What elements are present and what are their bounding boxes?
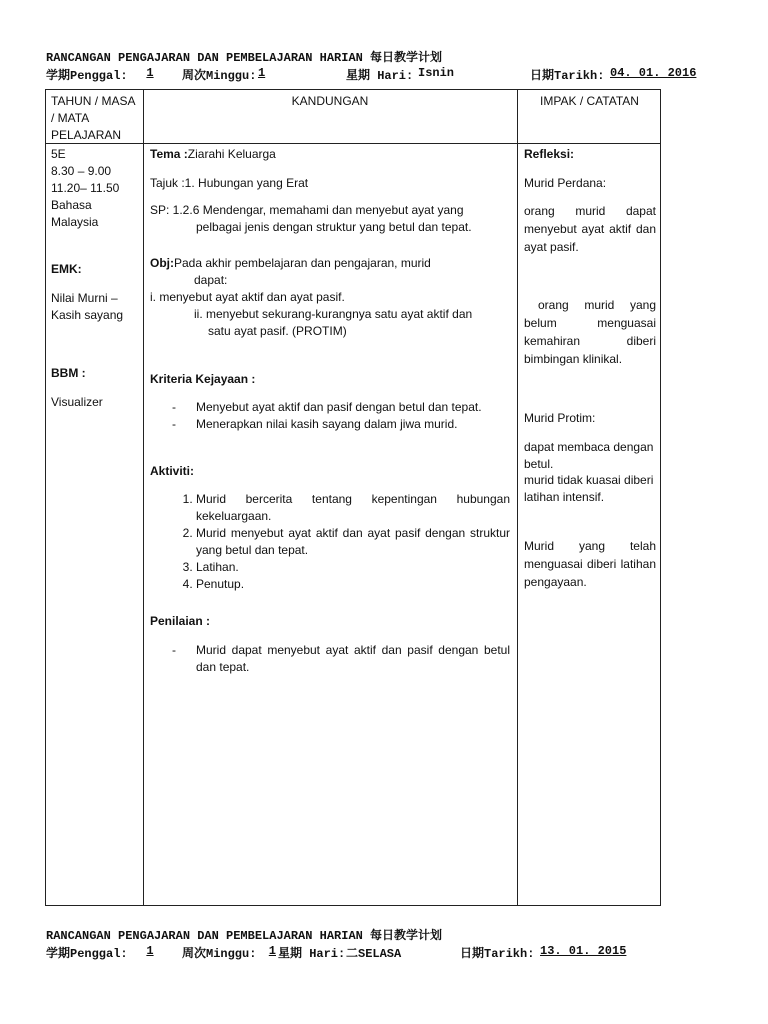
masa-2: 11.20– 11.50 — [51, 181, 120, 195]
protim-text-2: murid tidak kuasai diberi latihan intensif. — [524, 473, 654, 504]
obj-line-2: dapat: — [194, 273, 228, 287]
subjek-1: Bahasa — [51, 198, 92, 212]
tajuk: Tajuk :1. Hubungan yang Erat — [150, 176, 309, 190]
obj-line-1: Pada akhir pembelajaran dan pengajaran, murid — [174, 256, 431, 270]
sp-line-2: pelbagai jenis dengan struktur yang betul dan tepat. — [196, 220, 472, 234]
tarikh-value: 04. 01. 2016 — [610, 66, 697, 80]
nilai-1: Nilai Murni – — [51, 291, 118, 305]
obj-label: Obj: — [150, 256, 174, 270]
hari-label: 星期 Hari: — [346, 69, 414, 83]
list-item: - Menyebut ayat aktif dan pasif dengan betul dan tepat. — [172, 399, 510, 416]
minggu-label: 周次Minggu: — [182, 69, 257, 83]
minggu-value: 1 — [258, 66, 266, 80]
nilai-2: Kasih sayang — [51, 308, 124, 322]
column-divider — [143, 90, 144, 905]
minggu-value: 1 — [268, 944, 276, 958]
obj-ii-1: ii. menyebut sekurang-kurangnya satu ayat aktif dan — [194, 307, 473, 321]
page-title-2: RANCANGAN PENGAJARAN DAN PEMBELAJARAN HARIAN 每日教学计划 — [46, 929, 443, 943]
emk-label: EMK: — [51, 262, 82, 276]
masa-1: 8.30 – 9.00 — [51, 164, 112, 178]
obj-i: i. menyebut ayat aktif dan ayat pasif. — [150, 290, 345, 304]
standard-pembelajaran — [150, 202, 510, 236]
minggu-label: 周次Minggu: — [182, 947, 257, 961]
kriteria-list — [150, 399, 510, 433]
kelas: 5E — [51, 147, 66, 161]
perdana-text-1: orang murid dapat menyebut ayat aktif dan ayat pasif. — [524, 204, 656, 254]
perdana-text-2: orang murid yang belum menguasai kemahiran diberi bimbingan klinikal. — [524, 298, 656, 366]
protim-text-3: Murid yang telah menguasai diberi latihan pengayaan. — [524, 539, 656, 589]
obj-ii-2: satu ayat pasif. (PROTIM) — [208, 324, 347, 338]
penggal-value: 1 — [146, 944, 154, 958]
subjek-2: Malaysia — [51, 215, 99, 229]
list-item: 2. Murid menyebut ayat aktif dan ayat pasif dengan struktur yang betul dan tepat. — [196, 525, 510, 559]
tema-label: Tema : — [150, 147, 188, 161]
tarikh-label: 日期Tarikh: — [530, 69, 605, 83]
page-title: RANCANGAN PENGAJARAN DAN PEMBELAJARAN HARIAN 每日教学计划 — [46, 51, 443, 65]
bbm-value: Visualizer — [51, 395, 103, 409]
aktiviti-list — [150, 491, 510, 593]
protim-label: Murid Protim: — [524, 411, 596, 425]
perdana-label: Murid Perdana: — [524, 176, 607, 190]
penggal-value: 1 — [146, 66, 154, 80]
tema — [150, 146, 510, 163]
penggal-label: 学期Penggal: — [46, 947, 128, 961]
sp-line-1: SP: 1.2.6 Mendengar, memahami dan menyebut ayat yang — [150, 203, 464, 217]
list-item: 1. Murid bercerita tentang kepentingan hubungan kekeluargaan. — [196, 491, 510, 525]
hari-label: 星期 Hari: — [278, 947, 346, 961]
col2-header: KANDUNGAN — [291, 94, 369, 108]
list-item: 3. Latihan. — [196, 559, 510, 576]
col1-info — [51, 146, 141, 231]
list-item: - Menerapkan nilai kasih sayang dalam jiwa murid. — [172, 416, 510, 433]
tarikh-value: 13. 01. 2015 — [540, 944, 627, 958]
bbm-label: BBM : — [51, 366, 86, 380]
list-item: 4. Penutup. — [196, 576, 510, 593]
hari-value: Isnin — [418, 66, 455, 80]
refleksi-label: Refleksi: — [524, 147, 575, 161]
list-item: - Murid dapat menyebut ayat aktif dan pasif dengan betul dan tepat. — [172, 642, 510, 676]
nilai-murni — [51, 290, 141, 324]
penilaian-label: Penilaian : — [150, 614, 211, 628]
aktiviti-label: Aktiviti: — [150, 464, 195, 478]
lesson-plan-table — [45, 89, 661, 906]
penggal-label: 学期Penggal: — [46, 69, 128, 83]
penilaian-list — [150, 642, 510, 676]
tarikh-label: 日期Tarikh: — [460, 947, 535, 961]
col3-header: IMPAK / CATATAN — [540, 94, 639, 108]
column-divider — [517, 90, 518, 905]
col1-header: TAHUN / MASA / MATA PELAJARAN — [51, 94, 135, 142]
tema-value: Ziarahi Keluarga — [187, 147, 276, 161]
kriteria-label: Kriteria Kejayaan : — [150, 372, 256, 386]
protim-text-1: dapat membaca dengan betul. — [524, 440, 654, 471]
hari-value: 二SELASA — [346, 947, 402, 961]
objektif — [150, 255, 510, 340]
